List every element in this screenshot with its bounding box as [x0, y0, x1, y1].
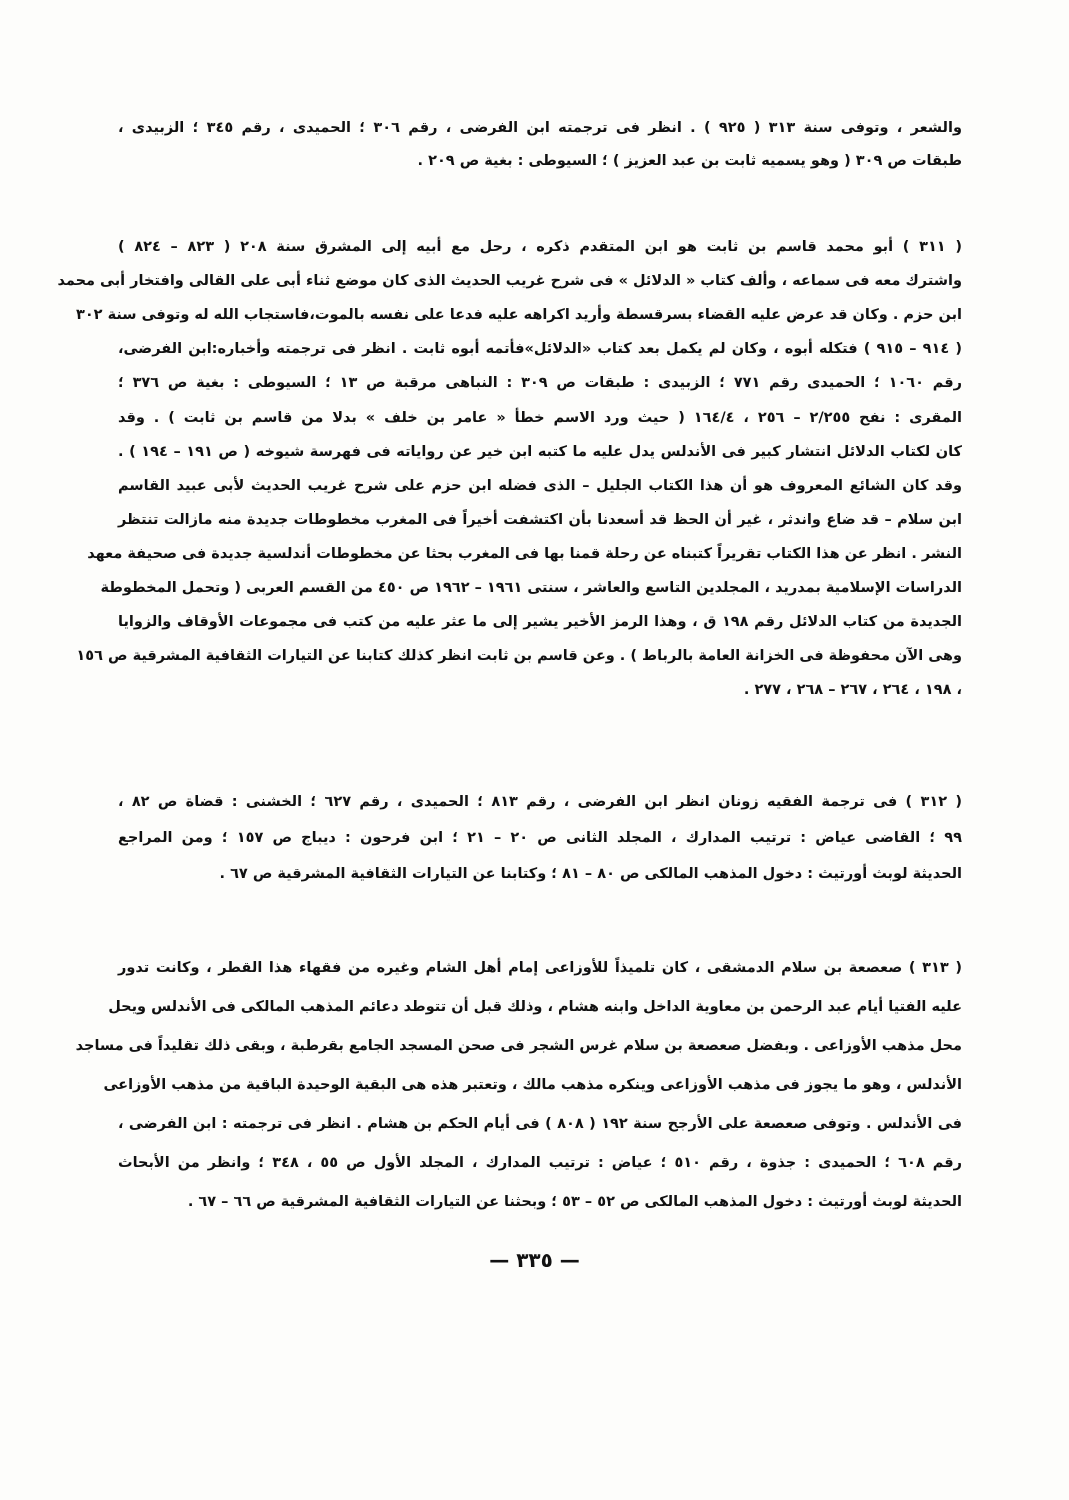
text-line: عليه الفتيا أيام عبد الرحمن بن معاوية الداخل وابنه هشام ، وذلك قبل أن تتوطد دعائم المذهب المالكى فى الأندلس ويحل — [108, 999, 962, 1015]
text-line: ٩٩ ؛ القاضى عياض : ترتيب المدارك ، المجلد الثانى ص ٢٠ – ٢١ ؛ ابن فرحون : ديباج ص ١٥٧ ؛ ومن المراجع — [118, 830, 962, 846]
text-line: ، ١٩٨ ، ٢٦٤ ، ٢٦٧ – ٢٦٨ ، ٢٧٧ . — [743, 682, 962, 699]
text-line: ( ٣١١ ) أبو محمد قاسم بن ثابت هو ابن المتقدم ذكره ، رحل مع أبيه إلى المشرق سنة ٢٠٨ ( ٨٢٣ – ٨٢٤ ) — [118, 239, 962, 255]
text-line: رقم ١٠٦٠ ؛ الحميدى رقم ٧٧١ ؛ الزبيدى : طبقات ص ٣٠٩ : النباهى مرقبة ص ١٣ ؛ السيوطى : بغية ص ٣٧٦ ؛ — [118, 375, 962, 392]
text-line: الحديثة لوبث أورتيث : دخول المذهب المالكى ص ٥٢ – ٥٣ ؛ وبحثنا عن التيارات الثقافية المشرقية ص ٦٦ – ٦٧ . — [187, 1194, 962, 1210]
text-line: فى الأندلس . وتوفى صعصعة على الأرجح سنة ١٩٢ ( ٨٠٨ ) فى أيام الحكم بن هشام . انظر فى ترجمته : ابن الفرضى ، — [118, 1116, 962, 1132]
text-line: ( ٣١٣ ) صعصعة بن سلام الدمشقى ، كان تلميذاً للأوزاعى إمام أهل الشام وغيره من فقهاء هذا القطر ، وكانت تدور — [118, 960, 962, 976]
text-line: والشعر ، وتوفى سنة ٣١٣ ( ٩٢٥ ) . انظر فى ترجمته ابن الفرضى ، رقم ٣٠٦ ؛ الحميدى ، رقم ٣٤٥ ؛ الزبيدى ، — [118, 120, 962, 136]
text-line: الحديثة لوبث أورتيث : دخول المذهب المالكى ص ٨٠ – ٨١ ؛ وكتابنا عن التيارات الثقافية المشرقية ص ٦٧ . — [219, 866, 962, 882]
text-line: الأندلس ، وهو ما يجوز فى مذهب الأوزاعى وينكره مذهب مالك ، وتعتبر هذه هى البقية الوحيدة الباقية من مذهب الأوزاعى — [103, 1077, 962, 1093]
text-line: الجديدة من كتاب الدلائل رقم ١٩٨ ق ، وهذا الرمز الأخير يشير إلى ما عثر عليه من كتب فى مجموعات الأوقاف والزوايا — [118, 614, 962, 631]
text-line: طبقات ص ٣٠٩ ( وهو يسميه ثابت بن عبد العزيز ) ؛ السيوطى : بغية ص ٢٠٩ . — [417, 153, 962, 169]
text-line: ابن سلام – قد ضاع واندثر ، غير أن الحظ قد أسعدنا بأن اكتشفت أخيراً فى المغرب مخطوطات جديدة منه مازالت تنتظر — [118, 511, 962, 528]
text-line: النشر . انظر عن هذا الكتاب تقريراً كتبناه عن رحلة قمنا بها فى المغرب بحثا عن مخطوطات أندلسية جديدة فى صحيفة معهد — [87, 545, 962, 562]
text-line: واشترك معه فى سماعه ، وألف كتاب « الدلائل » فى شرح غريب الحديث الذى كان موضع ثناء أبى على القالى وافتخار أبى محمد — [57, 273, 962, 290]
text-line: المقرى : نفح ٢/٢٥٥ – ٢٥٦ ، ١٦٤/٤ ( حيث ورد الاسم خطأ « عامر بن خلف » بدلا من قاسم بن ثابت ) . وقد — [118, 409, 962, 426]
text-line: وهى الآن محفوظة فى الخزانة العامة بالرباط ) . وعن قاسم بن ثابت انظر كذلك كتابنا عن التيارات الثقافية المشرقية ص ١٥٦ — [76, 648, 962, 665]
text-line: ( ٣١٢ ) فى ترجمة الفقيه زونان انظر ابن الفرضى ، رقم ٨١٣ ؛ الحميدى ، رقم ٦٢٧ ؛ الخشنى : قضاة ص ٨٢ ، — [118, 794, 963, 810]
text-line: محل مذهب الأوزاعى . وبفضل صعصعة بن سلام غرس الشجر فى صحن المسجد الجامع بقرطبة ، وبقى ذلك تقليداً فى مساجد — [75, 1038, 962, 1054]
text-line: رقم ٦٠٨ ؛ الحميدى : جذوة ، رقم ٥١٠ ؛ عياض : ترتيب المدارك ، المجلد الأول ص ٥٥ ، ٣٤٨ ؛ وانظر من الأبحاث — [118, 1155, 962, 1171]
text-line: ابن حزم . وكان قد عرض عليه القضاء بسرقسطة وأريد اكراهه عليه فدعا على نفسه بالموت،فاستجاب الله له وتوفى سنة ٣٠٢ — [75, 307, 962, 324]
text-line: كان لكتاب الدلائل انتشار كبير فى الأندلس يدل عليه ما كتبه ابن خير عن رواياته فى فهرسة شيوخه ( ص ١٩١ – ١٩٤ ) . — [118, 443, 962, 460]
text-line: الدراسات الإسلامية بمدريد ، المجلدين التاسع والعاشر ، سنتى ١٩٦١ – ١٩٦٢ ص ٤٥٠ من القسم العربى ( وتحمل المخطوطة — [100, 580, 962, 596]
text-line: وقد كان الشائع المعروف هو أن هذا الكتاب الجليل – الذى فضله ابن حزم على شرح غريب الحديث لأبى عبيد القاسم — [118, 477, 962, 494]
text-line: ( ٩١٤ – ٩١٥ ) فتكله أبوه ، وكان لم يكمل بعد كتاب «الدلائل»فأتمه أبوه ثابت . انظر فى ترجمته وأخباره:ابن الفرضى، — [118, 341, 962, 358]
page-number: — ٣٣٥ — — [489, 1248, 580, 1272]
